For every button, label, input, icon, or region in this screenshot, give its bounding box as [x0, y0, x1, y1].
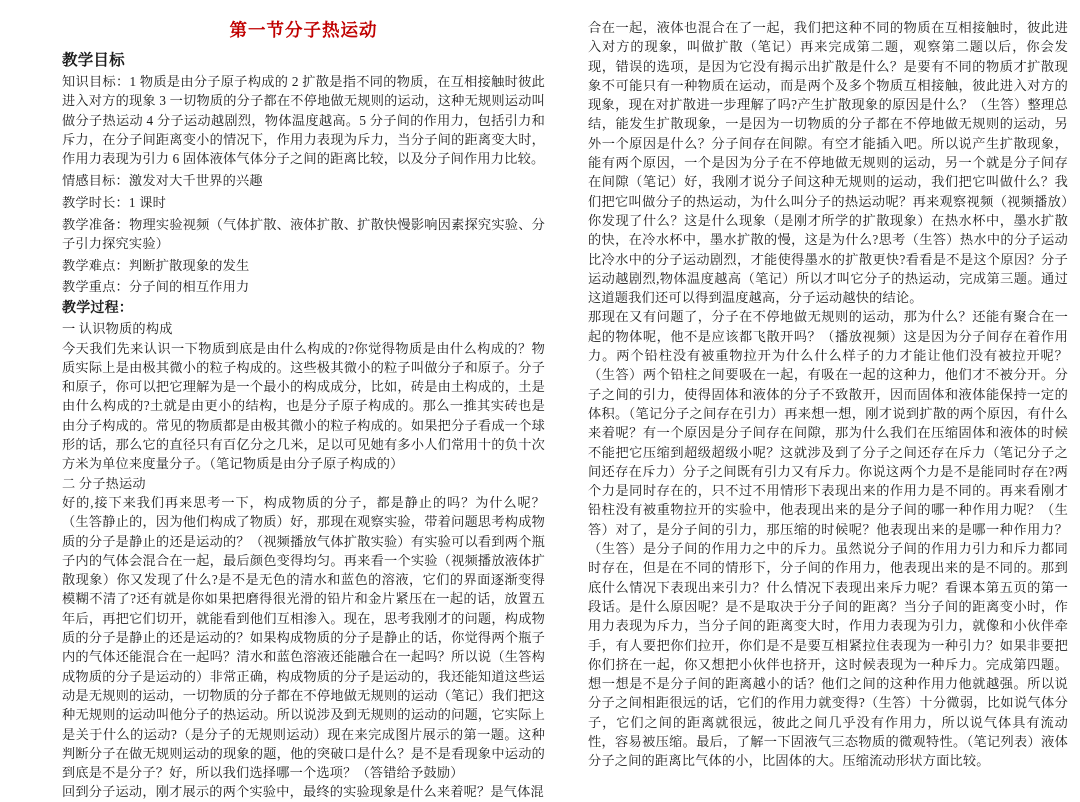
left-column: [62, 12, 545, 800]
section-2-paragraph: 好的,接下来我们再来思考一下，构成物质的分子，都是静止的吗？为什么呢？（生答静止的，因为他们构成了物质）好，那现在观察实验，带着问题思考构成物质的分子是静止的还是运动的？（视频播放气体扩散实验）有实验可以看到两个瓶子内的气体会混合在一起，最后颜色变得均匀。再来看一个实验（视频播放液体扩散现象）你又发现了什么?是不是无色的清水和蓝色的溶液，它们的界面逐渐变得模糊不清了?还有就是你如果把磨得很光滑的铅片和金片紧压在一起的话，放置五年后，再把它们切开，就能看到他们互相渗入。现在，思考我刚才的问题，构成物质的分子是静止的还是运动的？如果构成物质的分子是静止的话，你觉得两个瓶子内的气体还能混合在一起吗？清水和蓝色溶液还能融合在一起吗？所以说（生答构成物质的分子是运动的）非常正确，构成物质的分子是运动的，我还能知道这些运动是无规则的运动，一切物质的分子都在不停地做无规则的运动（笔记）我们把这种无规则的运动叫他分子的热运动。所以说涉及到无规则的运动的问题，它实际上是关于什么的运动?（是分子的无规则运动）现在来完成图片展示的第一题。这种判断分子在做无规则运动的现象的题，他的突破口是什么？是不是看现象中运动的到底是不是分子？好，所以我们选择哪一个选项？（答错给予鼓励）: [62, 494, 545, 781]
section-1-subtitle: 一 认识物质的构成: [62, 321, 173, 337]
left-column-closing-paragraph: 回到分子运动，刚才展示的两个实验中，最终的实验现象是什么来着呢？是气体混: [62, 784, 544, 800]
heading-teaching-objectives: 教学目标: [62, 52, 125, 69]
right-column-paragraph-1: 合在一起，液体也混合在了一起，我们把这种不同的物质在互相接触时，彼此进入对方的现象，叫做扩散（笔记）再来完成第二题，观察第二题以后，你会发现，错误的选项，是因为它没有揭示出扩散是什么？是要有不同的物质才扩散现象不可能只有一种物质在运动，而是两个及多个物质互相接触，彼此进入对方的现象，现在对扩散进一步理解了吗?产生扩散现象的原因是什么？（生答）整理总结，能发生扩散现象，一是因为一切物质的分子都在不停地做无规则的运动，另外一个原因是什么？分子间存在间隙。有空才能插入吧。所以说产生扩散现象，能有两个原因，一个是因为分子在不停地做无规则的运动，另一个就是分子间存在间隙（笔记）好，我刚才说分子间这种无规则的运动，我们把它叫做什么？我们把它叫做分子的热运动，为什么叫分子的热运动呢？再来观察视频（视频播放）你发现了什么？这是什么现象（是刚才所学的扩散现象）在热水杯中，墨水扩散的快，在冷水杯中，墨水扩散的慢，这是为什么?思考（生答）热水中的分子运动比冷水中的分子运动剧烈，才能使得墨水的扩散更快?看看是不是这个原因？分子运动越剧烈,物体温度越高（笔记）所以才叫它分子的热运动，完成第三题。通过这道题我们还可以得到温度越高，分子运动越快的结论。: [588, 20, 1068, 306]
duration-line: 教学时长：1 课时: [62, 194, 167, 210]
section-1-paragraph: 今天我们先来认识一下物质到底是由什么构成的?你觉得物质是由什么构成的？物质实际上是由极其微小的粒子构成的。这些极其微小的粒子叫做分子和原子。分子和原子，你可以把它理解为是一个最小的构成成分，比如，砖是由土构成的，土是由什么构成的?土就是由更小的结构，也是分子原子构成的。那么一推其实砖也是由分子构成的。常见的物质都是由极其微小的粒子构成的。如果把分子看成一个球形的话，那么它的直径只有百亿分之几米，足以可见她有多小人们常用十的负十次方米为单位来度量分子。（笔记物质是由分子原子构成的）: [62, 340, 545, 472]
objectives-block: [62, 72, 545, 297]
section-2-subtitle: 二 分子热运动: [62, 475, 146, 491]
emotional-objective-line: 情感目标：激发对大千世界的兴趣: [62, 172, 263, 188]
key-point-line: 教学重点：分子间的相互作用力: [62, 279, 250, 295]
preparation-line: 教学准备：物理实验视频（气体扩散、液体扩散、扩散快慢影响因素探究实验、分子引力探究实验）: [62, 216, 545, 251]
document-title: 第一节分子热运动: [229, 20, 378, 40]
right-column: [588, 12, 1068, 791]
heading-teaching-process: 教学过程：: [62, 301, 133, 317]
knowledge-objectives-paragraph: 知识目标：1 物质是由分子原子构成的 2 扩散是指不同的物质，在互相接触时彼此进入对方的现象 3 一切物质的分子都在不停地做无规则的运动，这种无规则运动叫做分子热运动 4 分子运动越剧烈，物体温度越高。5 分子间的作用力，包括引力和斥力，在分子间距离变小的情况下，作用力表现为斥力，当分子间的距离变大时，作用力表现为引力 6 固体液体气体分子之间的距离比较，以及分子间作用力比较。: [62, 74, 545, 167]
right-column-paragraph-2: 那现在又有问题了，分子在不停地做无规则的运动，那为什么？还能有聚合在一起的物体呢，他不是应该都飞散开吗？（播放视频）这是因为分子间存在着作用力。两个铅柱没有被重物拉开为什么什么样子的力才能让他们没有被拉开呢？（生答）两个铅柱之间要吸在一起，有吸在一起的这种力，他们才不被分开。分子之间的引力，使得固体和液体的分子不致散开，因而固体和液体能保持一定的体积。（笔记分子之间存在引力）再来想一想，刚才说到扩散的两个原因，有什么来着呢？有一个原因是分子间存在间隙，那为什么我们在压缩固体和液体的时候不能把它压缩到超级超级小呢？这就涉及到了分子之间还存在斥力（笔记分子之间还存在斥力）分子之间既有引力又有斥力。你说这两个力是不是能同时存在?两个力是同时存在的，只不过不用情形下表现出来的作用力是不同的。再来看刚才铅柱没有被重物拉开的实验中，他表现出来的是分子间的哪一种作用力呢？（生答）对了，是分子间的引力，那压缩的时候呢？他表现出来的是哪一种作用力？（生答）是分子间的作用力之中的斥力。虽然说分子间的作用力引力和斥力都同时存在，但是在不同的情形下，分子间的作用力，他表现出来的是不同的。那到底什么情况下表现出来引力？什么情况下表现出来斥力呢？看课本第五页的第一段话。是什么原因呢？是不是取决于分子间的距离？当分子间的距离变小时，作用力表现为斥力，当分子间的距离变大时，作用力表现为引力，就像和小伙伴牵手，有人要把你们拉开，你们是不是要互相紧拉住表现为一种引力？如果非要把你们挤在一起，你又想把小伙伴也挤开，这时候表现为一种斥力。完成第四题。想一想是不是分子间的距离越小的话？他们之间的这种作用力他就越强。所以说分子之间相距很远的话，它们的作用力就变得?（生答）十分微弱，比如说气体分子，它们之间的距离就很远，彼此之间几乎没有作用力，所以说气体具有流动性，容易被压缩。最后，了解一下固液气三态物质的微观特性。（笔记列表）液体分子之间的距离比气体的小，比固体的大。压缩流动形状方面比较。: [588, 309, 1068, 769]
difficulty-line: 教学难点：判断扩散现象的发生: [62, 257, 250, 273]
